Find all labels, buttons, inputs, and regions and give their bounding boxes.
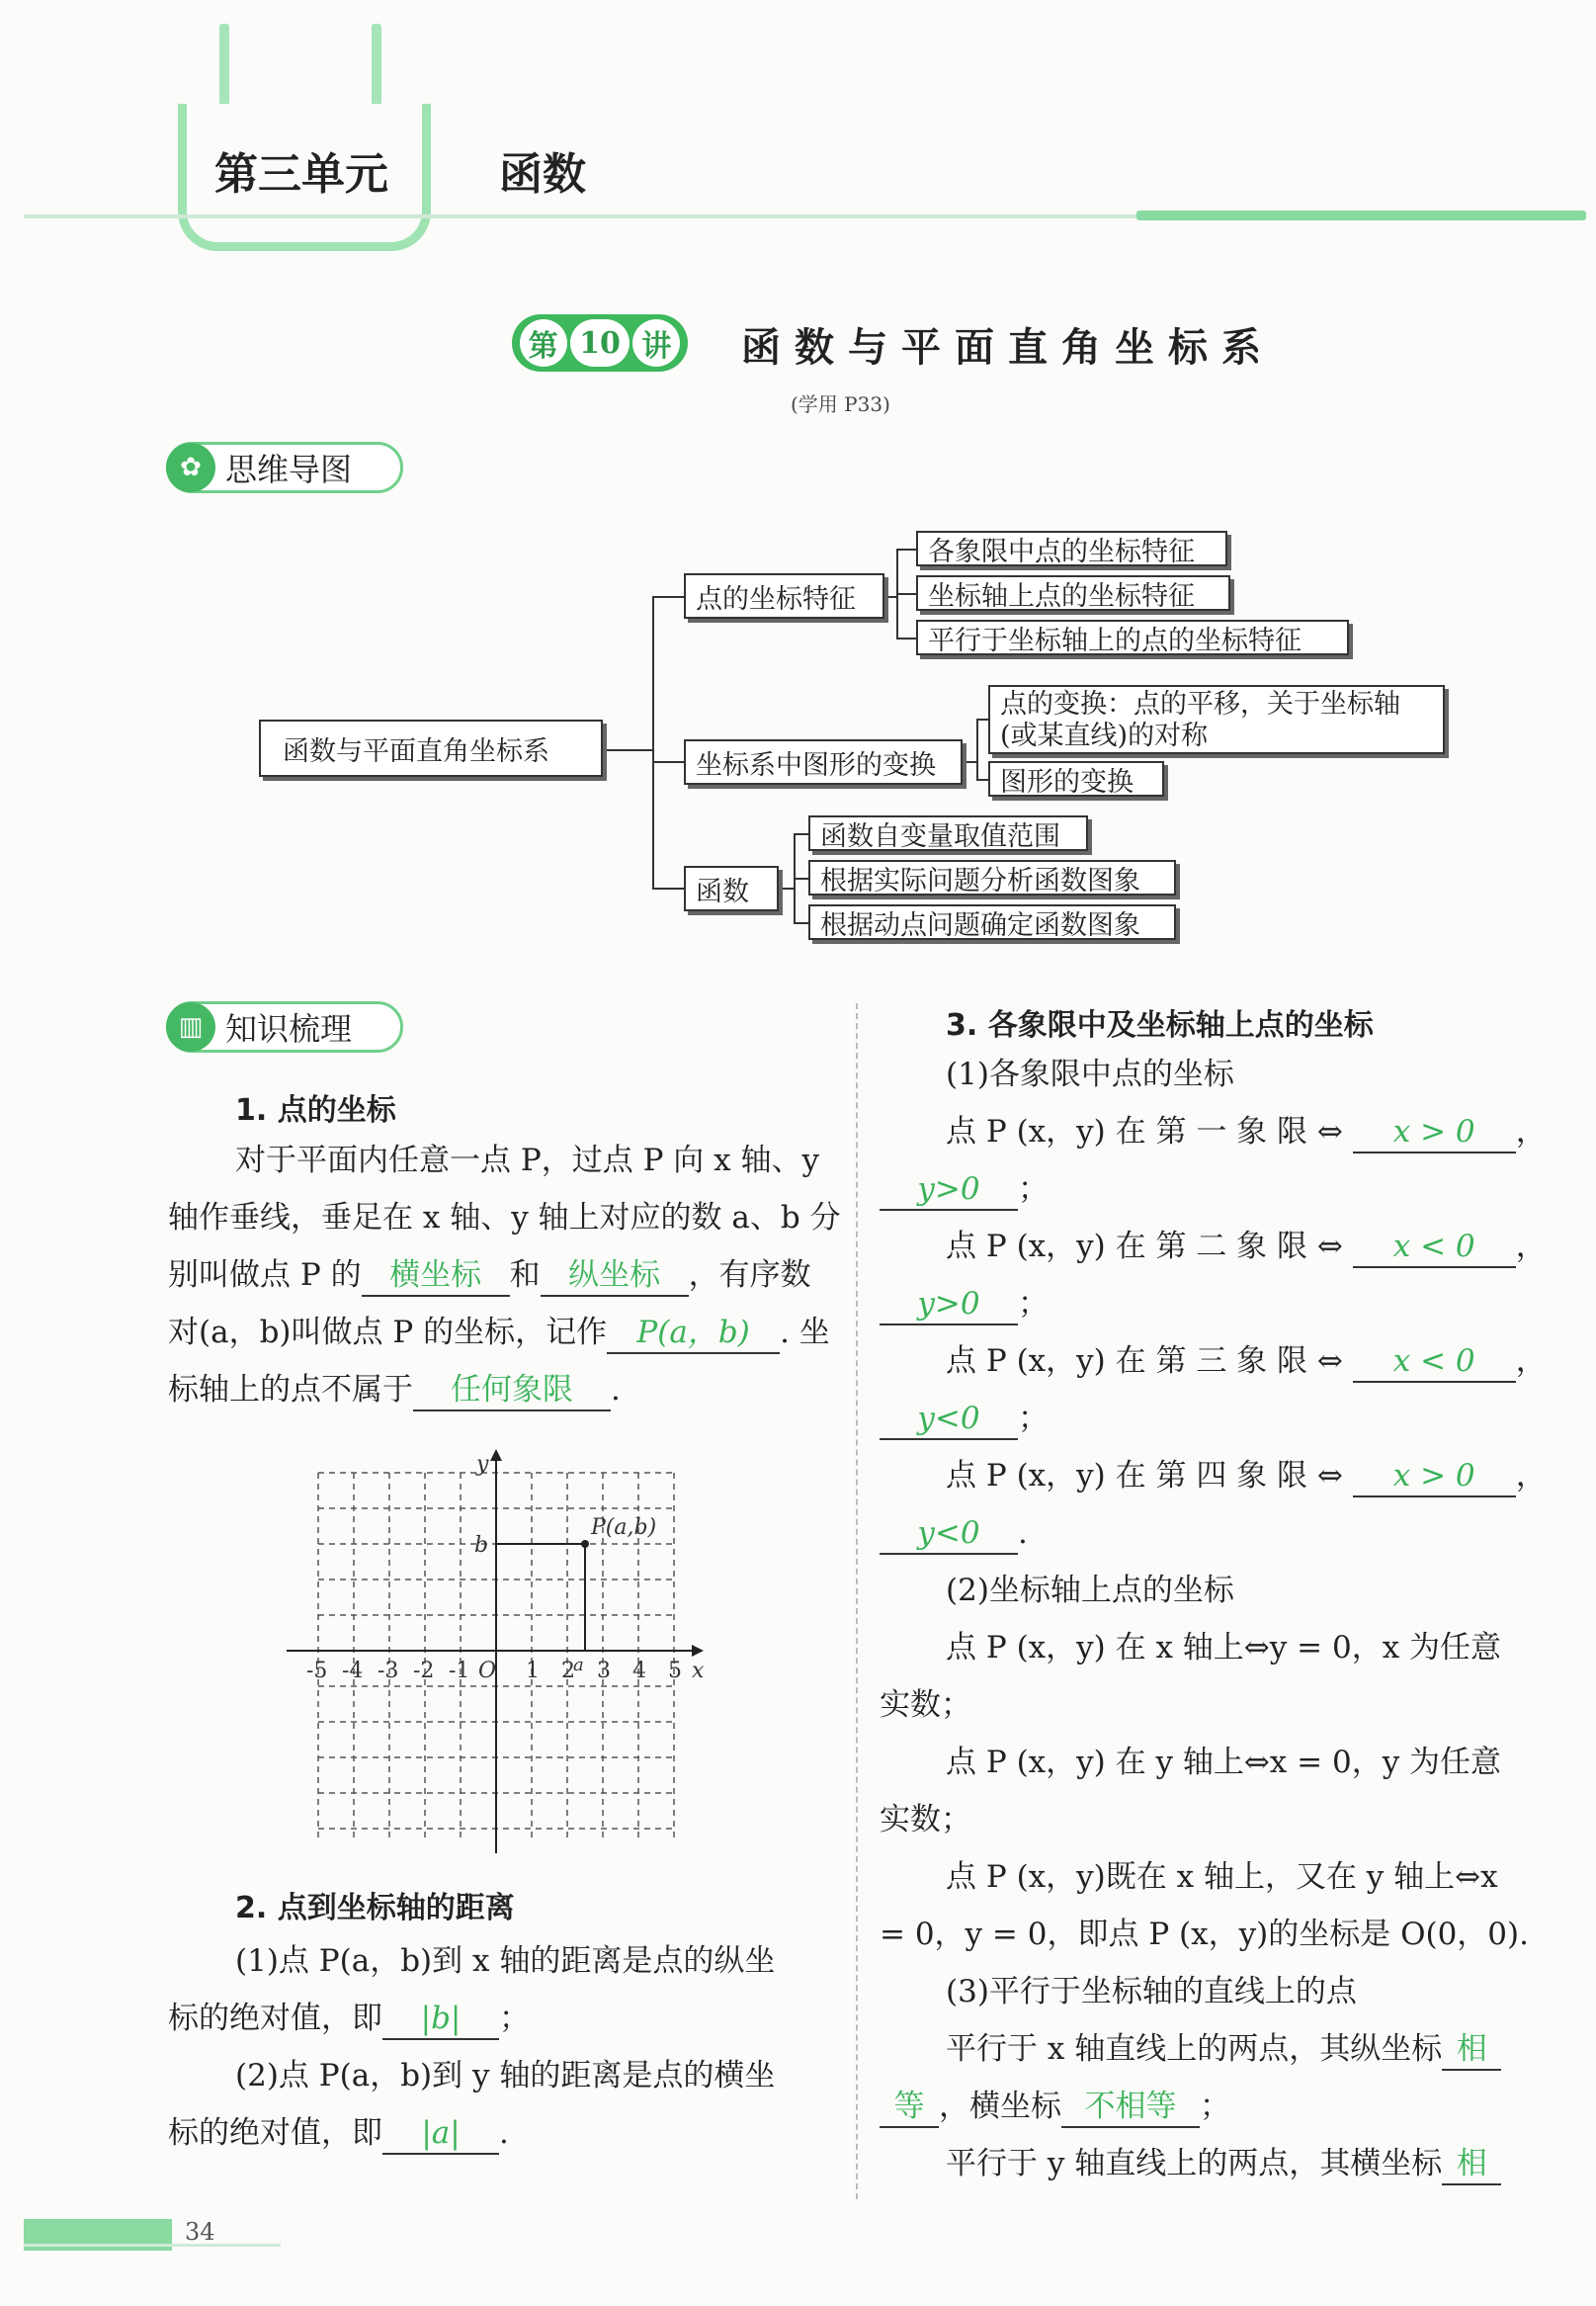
x-axis-label: x [692,1659,705,1683]
paragraph-line [946,1103,1547,1160]
answer-blank: y<0 [880,1399,1018,1440]
text: 标轴上的点不属于 [168,1372,413,1408]
heading-point-coordinates: 1. 点的坐标 [235,1093,396,1128]
answer-blank: 纵坐标 [541,1255,689,1297]
paragraph-line [880,1160,1049,1218]
lesson-title: 函数与平面直角坐标系 [741,324,1275,371]
text: ，有序数 [688,1257,811,1293]
answer-blank: 等 [880,2087,939,2128]
text: ， [1515,1343,1547,1379]
answer-blank: x > 0 [1353,1112,1516,1153]
paragraph-line: (1)点 P(a，b)到 x 轴的距离是点的纵坐 [235,1943,776,1979]
subheading: (1)各象限中点的坐标 [946,1057,1234,1092]
book-icon: ▥ [166,1002,215,1052]
mindmap-leaf: 图形的变换 [988,761,1164,797]
text: 点 P (x，y) 在 第 三 象 限 ⇔ [946,1343,1343,1379]
paragraph-line [168,1304,830,1361]
text: ， [1515,1229,1547,1264]
mindmap-leaf: 各象限中点的坐标特征 [916,531,1227,566]
paragraph-line: = 0，y = 0，即点 P (x，y)的坐标是 O(0，0). [880,1917,1529,1952]
text: . [611,1372,621,1408]
paragraph-line [946,2135,1501,2192]
mindmap-leaf: 平行于坐标轴上的点的坐标特征 [916,620,1349,655]
coordinate-plane [277,1443,731,1858]
paragraph-line [880,1390,1049,1447]
section-knowledge-label: 知识梳理 [225,1010,353,1048]
paragraph-line [880,2078,1230,2135]
chapter-title: 函数 [499,149,586,200]
connector [603,749,652,751]
answer-blank: x > 0 [1353,1456,1516,1497]
brain-icon: ✿ [166,443,215,492]
mindmap-leaf: 坐标轴上点的坐标特征 [916,575,1230,611]
answer-blank: y>0 [880,1284,1018,1325]
text: 和 [509,1257,541,1293]
text: ， [1515,1458,1547,1494]
text: 点 P (x，y) 在 第 四 象 限 ⇔ [946,1458,1343,1494]
page-number: 34 [185,2218,215,2246]
column-divider [856,1003,858,2199]
mindmap-branch-transform: 坐标系中图形的变换 [684,739,963,785]
answer-blank: y>0 [880,1169,1018,1211]
connector [652,596,654,890]
connector [652,596,684,598]
answer-blank: 不相等 [1061,2087,1200,2128]
paragraph-line [168,2104,509,2162]
text: 点 P (x，y) 在 第 二 象 限 ⇔ [946,1229,1343,1264]
answer-blank: 横坐标 [362,1255,510,1297]
text: . [1018,1515,1028,1551]
answer-blank: 任何象限 [413,1370,611,1411]
a-label: a [573,1655,584,1675]
subheading: (2)坐标轴上点的坐标 [946,1573,1234,1608]
connector [652,888,684,890]
x-tick: -1 [449,1659,470,1683]
header-accent-bar [1136,211,1586,220]
y-axis-label: y [476,1452,489,1477]
x-tick: -2 [413,1659,435,1683]
text: 点 P (x，y) 在 第 一 象 限 ⇔ [946,1114,1343,1150]
x-tick: 3 [597,1659,611,1683]
text: ， [1515,1114,1547,1150]
connector [896,638,916,640]
lesson-reference: (学用 P33) [791,392,890,416]
footer-divider [24,2244,281,2247]
text: 别叫做点 P 的 [168,1257,362,1293]
paragraph-line: 点 P (x，y) 在 y 轴上⇔x = 0，y 为任意 [946,1745,1502,1780]
b-label: b [474,1533,489,1558]
text: ； [499,2001,530,2036]
answer-blank: 相 [1442,2029,1501,2071]
paragraph-line: 点 P (x，y)既在 x 轴上，又在 y 轴上⇔x [946,1859,1498,1895]
x-tick: 5 [668,1659,682,1683]
x-tick: 2 [561,1659,575,1683]
text: ，横坐标 [939,2089,1061,2124]
lesson-badge [512,314,688,372]
answer-blank: 相 [1442,2144,1501,2185]
header-hook-left [219,24,229,113]
heading-quadrant-coordinates: 3. 各象限中及坐标轴上点的坐标 [946,1008,1374,1043]
paragraph-line [946,1332,1547,1390]
paragraph-line [168,1246,811,1304]
connector [779,888,794,890]
lesson-badge-char1: 第 [520,319,567,367]
paragraph-line: 实数； [880,1802,971,1837]
paragraph-line [880,1504,1028,1562]
text: ； [1018,1171,1049,1207]
point-label: P(a,b) [591,1515,657,1540]
connector [976,719,978,780]
text: 平行于 y 轴直线上的两点，其横坐标 [946,2146,1443,2181]
text: ； [1018,1401,1049,1436]
x-tick: 4 [632,1659,646,1683]
mindmap-leaf: 根据动点问题确定函数图象 [808,904,1176,940]
x-axis-arrow-icon [692,1645,704,1657]
answer-blank: x < 0 [1353,1341,1516,1383]
answer-blank: x < 0 [1353,1227,1516,1268]
connector [884,596,896,598]
lesson-badge-char2: 讲 [632,319,680,367]
text: 标的绝对值，即 [168,2001,382,2036]
connector [896,593,916,595]
mindmap-root: 函数与平面直角坐标系 [259,720,603,777]
mindmap-leaf: 根据实际问题分析函数图象 [808,860,1176,896]
x-tick: -5 [306,1659,328,1683]
paragraph-line [880,1275,1049,1332]
section-mindmap-header [166,442,403,493]
mindmap-leaf: 点的变换：点的平移，关于坐标轴(或某直线)的对称 [988,685,1445,754]
mindmap-branch-function: 函数 [684,866,779,911]
paragraph-line [946,1218,1547,1275]
connector [794,833,808,835]
mindmap-branch-coordinates: 点的坐标特征 [684,573,884,619]
connector [652,761,684,763]
origin-label: O [478,1659,497,1683]
subheading: (3)平行于坐标轴的直线上的点 [946,1974,1357,2009]
text: 对(a，b)叫做点 P 的坐标，记作 [168,1315,608,1350]
paragraph-line: 实数； [880,1687,971,1723]
point-p [581,1540,589,1548]
connector [794,878,808,880]
text: ； [1018,1286,1049,1322]
header-hook-right [372,24,381,113]
connector [963,761,976,763]
connector [794,922,808,924]
paragraph-line: (2)点 P(a，b)到 y 轴的距离是点的横坐 [235,2058,776,2093]
x-tick: 1 [526,1659,540,1683]
paragraph-line [946,2020,1501,2078]
text: ； [1200,2089,1230,2124]
section-knowledge-header [166,1001,403,1053]
answer-blank: y<0 [880,1513,1018,1555]
unit-title: 第三单元 [214,149,388,200]
section-mindmap-label: 思维导图 [225,451,353,488]
text: 平行于 x 轴直线上的两点，其纵坐标 [946,2031,1443,2067]
x-tick: -3 [378,1659,399,1683]
paragraph-line: 轴作垂线，垂足在 x 轴、y 轴上对应的数 a、b 分 [168,1200,841,1236]
lesson-number: 10 [570,319,630,367]
axis-ticks [306,1452,705,1683]
connector [896,549,916,551]
x-tick: -4 [342,1659,364,1683]
text: . 坐 [780,1315,830,1350]
mindmap-leaf: 函数自变量取值范围 [808,815,1088,851]
connector [976,779,988,781]
paragraph-line [168,1361,621,1418]
paragraph-line [168,1990,530,2047]
y-axis-arrow-icon [490,1449,502,1461]
paragraph-line: 点 P (x，y) 在 x 轴上⇔y = 0，x 为任意 [946,1630,1502,1665]
text: 标的绝对值，即 [168,2115,382,2151]
answer-blank: |a| [382,2113,499,2155]
answer-blank: P(a，b) [607,1313,780,1354]
connector [976,719,988,721]
heading-distance-to-axis: 2. 点到坐标轴的距离 [235,1891,515,1925]
paragraph-line: 对于平面内任意一点 P，过点 P 向 x 轴、y [235,1143,819,1178]
paragraph-line [946,1447,1547,1504]
text: . [499,2115,509,2151]
answer-blank: |b| [382,1999,499,2040]
